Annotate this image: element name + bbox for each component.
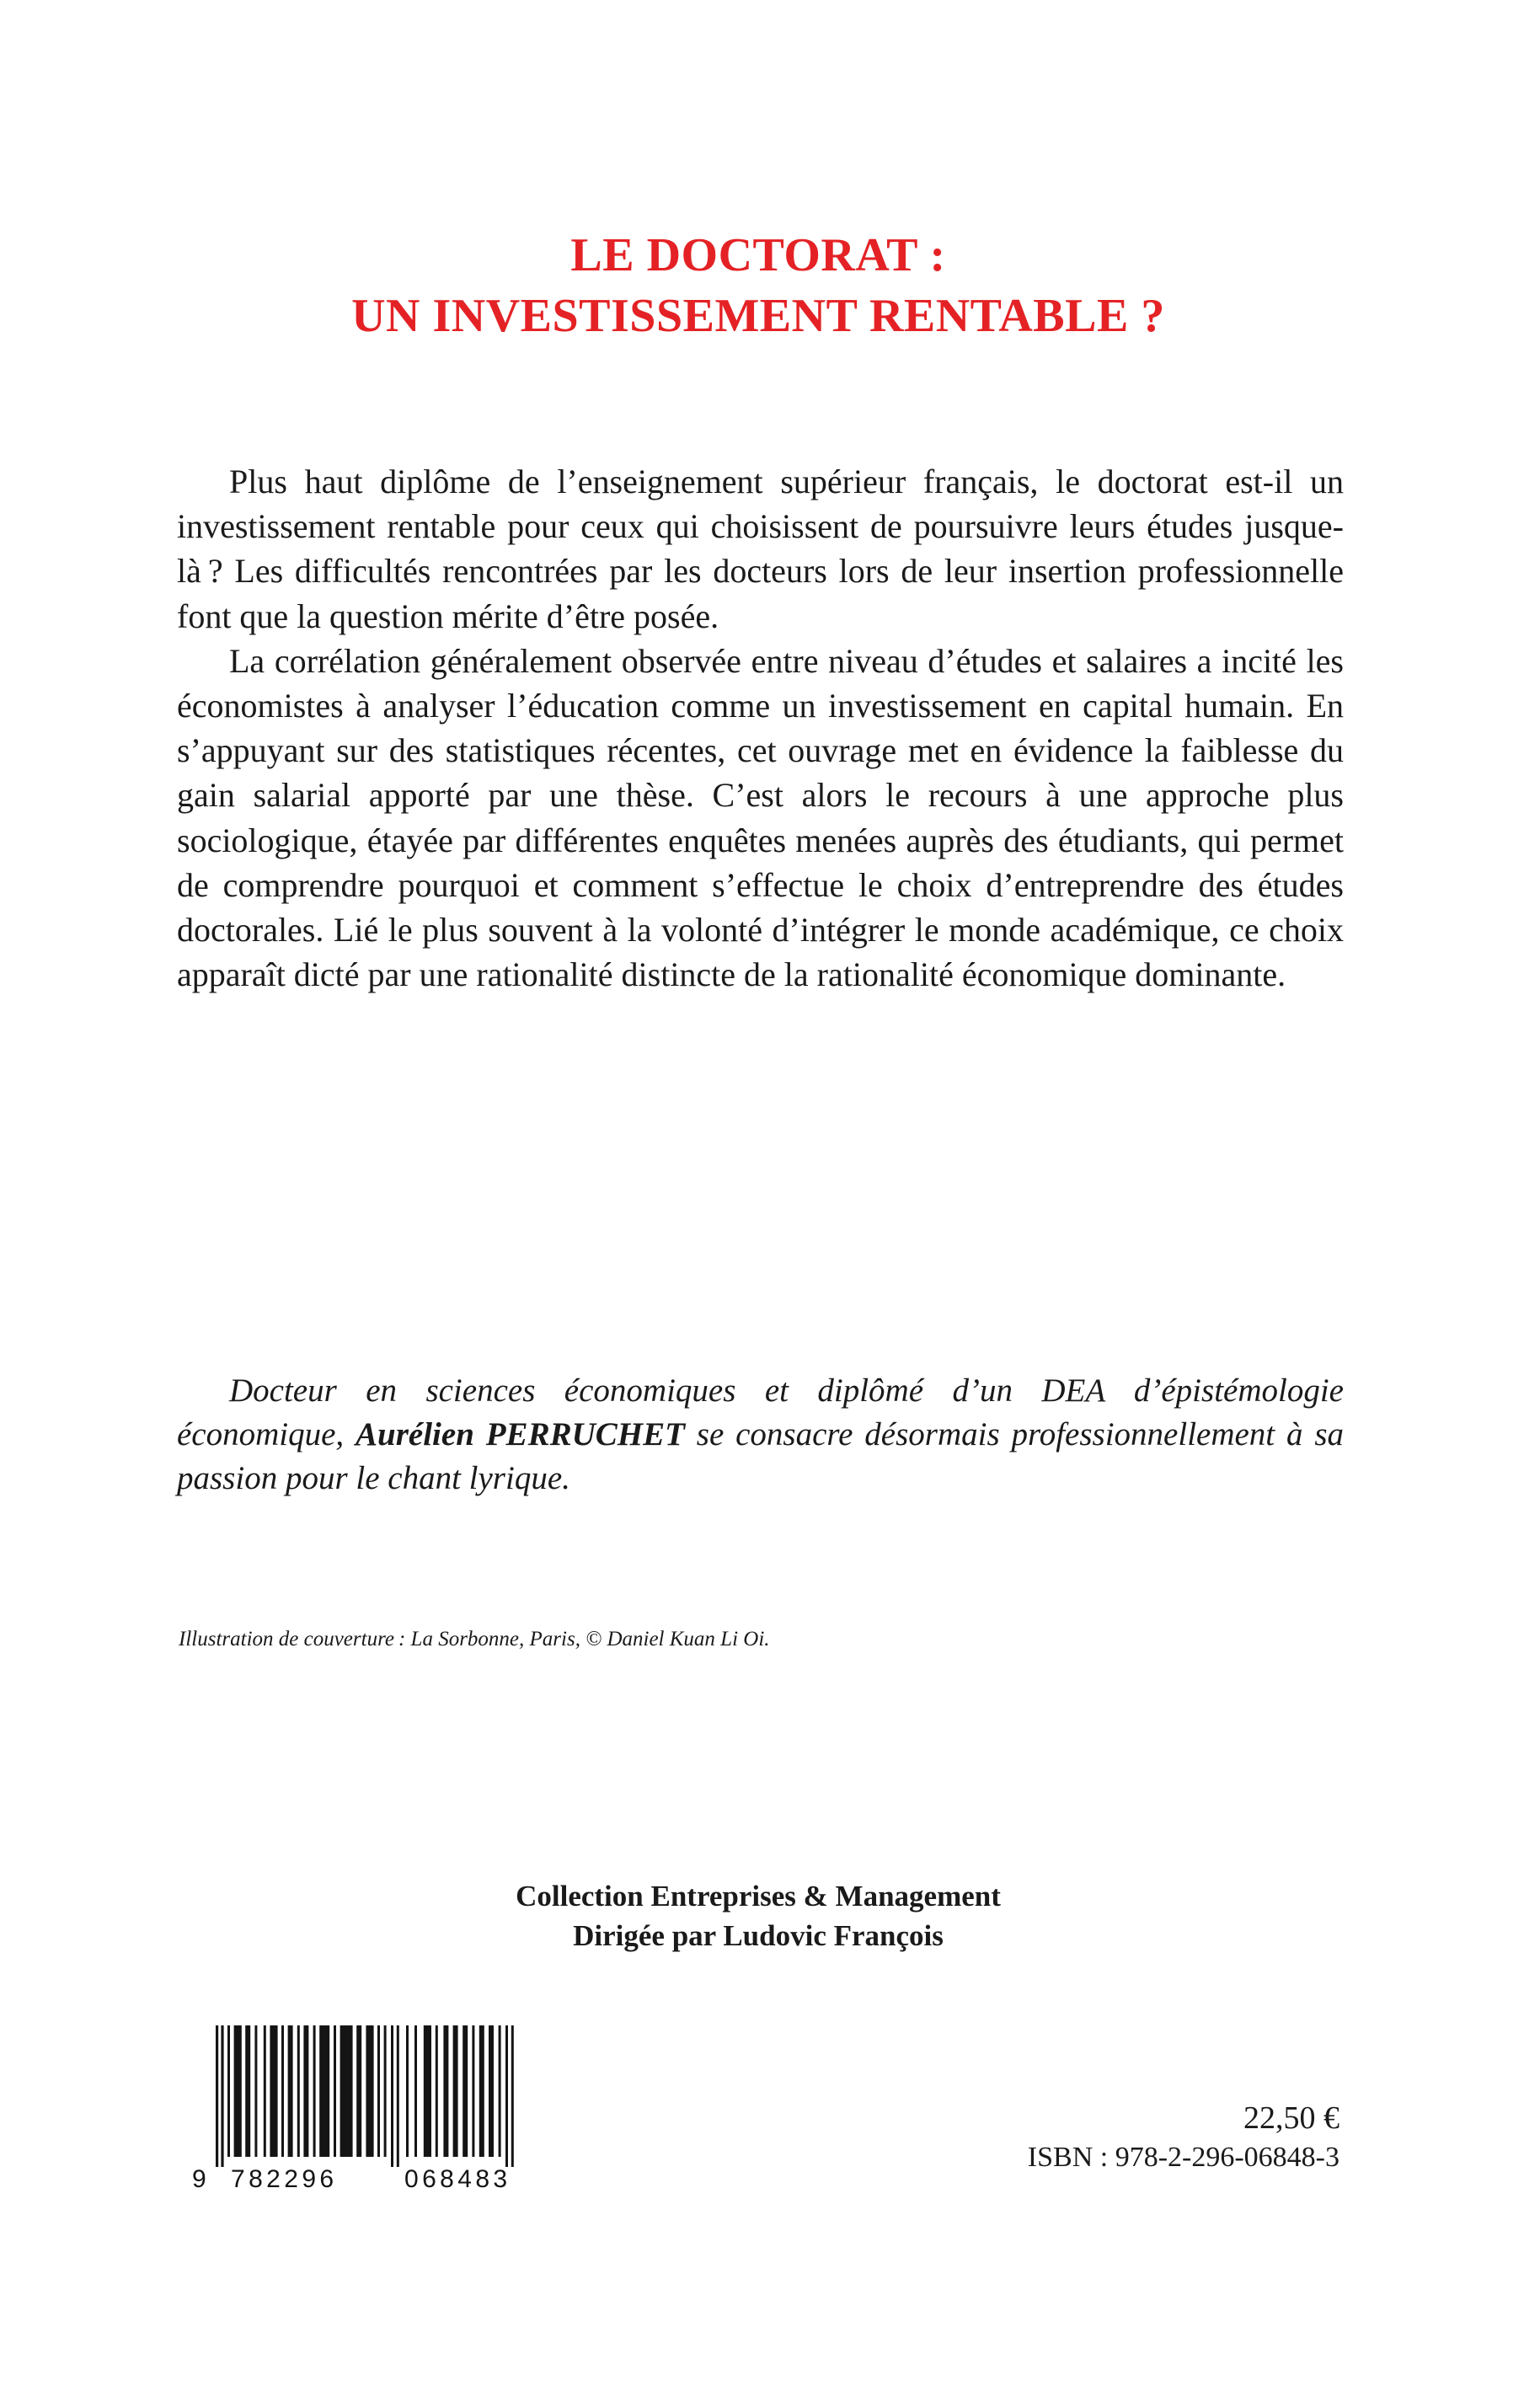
title-line-2: UN INVESTISSEMENT RENTABLE ?: [351, 289, 1165, 342]
title-line-1: LE DOCTORAT :: [570, 229, 946, 281]
barcode-left-digits: 782296: [231, 2165, 338, 2191]
author-bio-section: [177, 1369, 1344, 1501]
collection-editor: Dirigée par Ludovic François: [573, 1918, 944, 1952]
bio-text-before-name: Docteur en sciences économiques et diplômé d’un DEA d’épistémologie économique,: [177, 1372, 1344, 1452]
commerce-section: [842, 2098, 1339, 2175]
page-title: [177, 226, 1339, 346]
barcode-bars: [216, 2025, 514, 2167]
collection-section: [177, 1877, 1339, 1955]
barcode-lead-digit: 9: [192, 2165, 206, 2191]
barcode-digits: [192, 2165, 511, 2191]
cover-illustration-credit: Illustration de couverture : La Sorbonne, Paris, © Daniel Kuan Li Oi.: [179, 1628, 770, 1650]
isbn-label: ISBN : 978-2-296-06848-3: [1027, 2141, 1339, 2173]
barcode-right-digits: 068483: [404, 2165, 511, 2191]
author-name: Aurélien PERRUCHET: [356, 1415, 685, 1452]
ean13-barcode: [179, 2022, 532, 2191]
blurb-paragraph-1: Plus haut diplôme de l’enseignement supérieur français, le doctorat est-il un investissement rentable pour ceux qui choisissent de poursuivre leurs études jusque-là ? Les difficultés rencontrées par les docteurs lors de leur insertion professionnelle font que la question mérite d’être posée.: [177, 463, 1344, 635]
bio-text-after-name: se consacre désormais professionnellement à sa passion pour le chant lyrique.: [177, 1415, 1345, 1496]
blurb-section: [177, 459, 1344, 997]
author-bio-paragraph: [177, 1369, 1344, 1501]
blurb-paragraph-2: La corrélation généralement observée entre niveau d’études et salaires a incité les économistes à analyser l’éducation comme un investissement en capital humain. En s’appuyant sur des statistiques récentes, cet ouvrage met en évidence la faiblesse du gain salarial apporté par une thèse. C’est alors le recours à une approche plus sociologique, étayée par différentes enquêtes menées auprès des étudiants, qui permet de comprendre pourquoi et comment s’effectue le choix d’entreprendre des études doctorales. Lié le plus souvent à la volonté d’intégrer le monde académique, ce choix apparaît dicté par une rationalité distincte de la rationalité économique dominante.: [177, 641, 1344, 994]
collection-name: Collection Entreprises & Management: [516, 1880, 1001, 1913]
barcode-graphic: [179, 2022, 532, 2191]
price-label: 22,50 €: [1243, 2100, 1339, 2136]
